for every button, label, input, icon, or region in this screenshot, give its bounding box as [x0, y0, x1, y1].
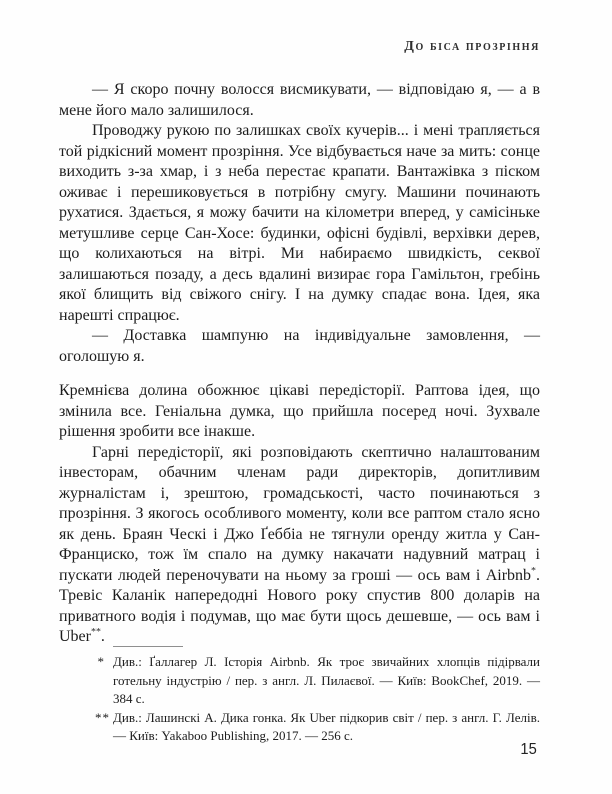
body-paragraph: Проводжу рукою по залишках своїх кучерів... і мені трапляється той рідкісний момент прозріння. Усе відбувається наче за мить: сонце виходить з-за хмар, і з неба перестає крапати. Вантажівка з піском оживає і перешиковується в потрібну смугу. Машини починають рухатися. Здається, я можу бачити на кілометри вперед, у самісіньке метушливе серце Сан-Хосе: будинки, офісні будівлі, верхівки дерев, що колихаються на вітрі. Ми набираємо швидкість, секвої залишаються позаду, а десь вдалині визирає гора Гамільтон, гребінь якої блищить від свіжого снігу. І на думку спадає вона. Ідея, яка нарешті спрацює.: [59, 122, 540, 324]
running-header: До біса прозріння: [404, 39, 540, 54]
footnote-list: [95, 653, 540, 746]
footnote-reference-marker: *: [531, 565, 536, 577]
body-paragraph: Кремнієва долина обожнює цікаві передісторії. Раптова ідея, що змінила все. Геніальна думка, що прийшла посеред ночі. Зухвале рішення зробити все інакше.: [59, 382, 540, 440]
body-paragraph: — Доставка шампуню на індивідуальне замовлення, — оголошую я.: [59, 327, 540, 365]
footnote-reference-marker: **: [90, 626, 101, 638]
body-text-column: [59, 80, 540, 648]
footnote-text: Див.: Лашинскі А. Дика гонка. Як Uber підкорив світ / пер. з англ. Г. Лелів. — Київ: Yakaboo Publishing, 2017. — 256 с.: [113, 709, 540, 743]
body-paragraph: Гарні передісторії, які розповідають скептично налаштованим інвесторам, обачним членам ради директорів, допитливим журналістам і, зрештою, громадськості, часто починаються з прозріння. З якогось особливого моменту, коли все раптом стало ясно як день. Браян Ческі і Джо Ґеббіа не тягнули оренду житла у Сан-Франциско, тож їм спало на думку накачати надувний матрац і пускати людей переночувати на ньому за гроші — ось вам і Airbnb*. Тревіс Каланік напередодні Нового року спустив 800 доларів на приватного водія і подумав, що має бути щось дешевше, — ось вам і Uber**.: [59, 443, 540, 645]
footnote-item: [95, 709, 540, 746]
body-paragraph: — Я скоро почну волосся висмикувати, — відповідаю я, — а в мене його мало залишилося.: [59, 81, 540, 119]
footnote-divider: [113, 646, 183, 647]
footnote-marker: *: [97, 654, 105, 669]
footnote-item: [95, 653, 540, 709]
footnote-text: Див.: Ґаллагер Л. Історія Airbnb. Як троє звичайних хлопців підірвали готельну індустрію / пер. з англ. Л. Пилаєвої. — Київ: BookChef, 2019. — 384 с.: [113, 654, 540, 706]
page-number: 15: [520, 741, 537, 758]
footnotes-section: [95, 646, 540, 746]
footnote-marker: **: [95, 709, 110, 725]
